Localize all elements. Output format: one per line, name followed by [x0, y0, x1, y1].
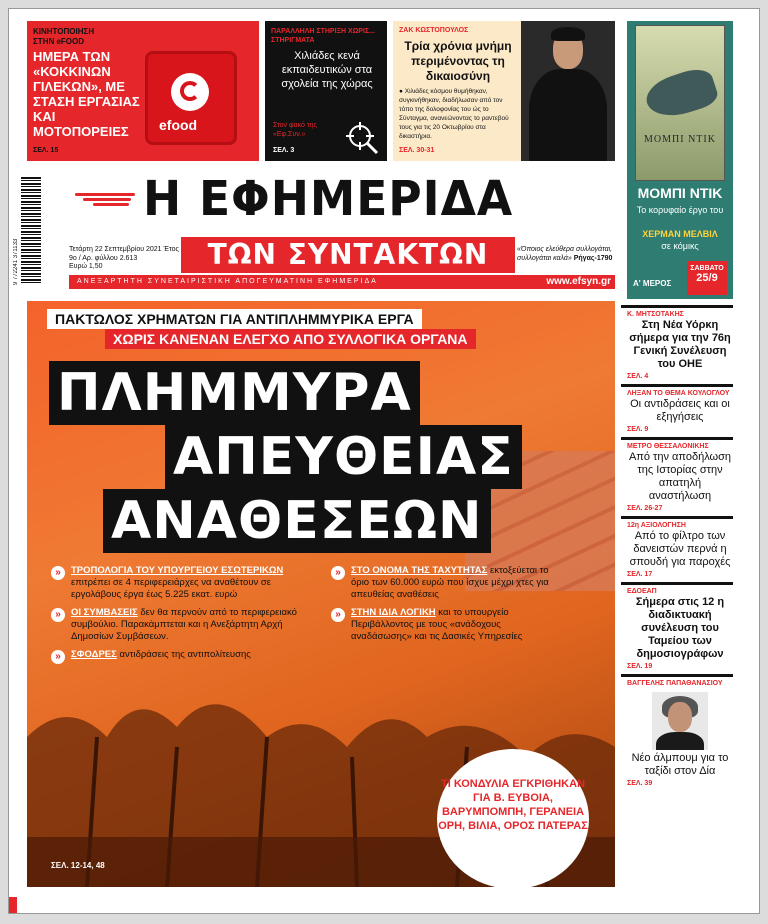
masthead-subtitle: ΤΩΝ ΣΥΝΤΑΚΤΩΝ — [181, 237, 515, 273]
right-news-headline: Στη Νέα Υόρκη σήμερα για την 76η Γενική Συνέλευση του ΟΗΕ — [629, 319, 731, 370]
right-news-page-ref: ΣΕΛ. 17 — [627, 571, 653, 578]
bullet-arrow-icon: » — [331, 608, 345, 622]
right-news-item[interactable] — [621, 516, 733, 582]
lead-bullet — [331, 607, 561, 643]
bullet-lead: ΣΤΗΝ ΙΔΙΑ ΛΟΓΙΚΗ — [351, 607, 436, 618]
masthead-quote — [517, 245, 613, 263]
quote-text: «Όποιος ελεύθερα συλλογάται, συλλογάται καλά» — [517, 246, 613, 262]
efood-teaser[interactable] — [27, 21, 259, 161]
bullet-lead: ΣΦΟΔΡΕΣ — [71, 649, 117, 660]
right-news-column — [621, 305, 733, 791]
zak-kicker: ΖΑΚ ΚΩΣΤΟΠΟΥΛΟΣ — [399, 27, 469, 34]
right-news-kicker: ΜΕΤΡΟ ΘΕΣΣΑΛΟΝΙΚΗΣ — [627, 443, 709, 450]
right-news-item[interactable] — [621, 384, 733, 437]
lead-story[interactable] — [27, 301, 615, 887]
bullet-arrow-icon: » — [51, 608, 65, 622]
schools-teaser[interactable] — [265, 21, 387, 161]
schools-headline: Χιλιάδες κενά εκπαιδευτικών στα σχολεία της χώρας — [281, 50, 373, 90]
right-news-headline: Οι αντιδράσεις και οι εξηγήσεις — [630, 398, 730, 423]
bullet-text: και το υπουργείο Περιβάλλοντος με τους «ανάδοχους αναδάσωσης» και τις Δασικές Υπηρεσίες — [351, 607, 523, 642]
zak-body: ● Χιλιάδες κόσμου θυμήθηκαν, συγκινήθηκαν, διαδήλωσαν από τον τόπο της δολοφονίας του ώς το Σύνταγμα, ανανεώνοντας το ραντεβού τους για τις 20 Οκτωβρίου στα δικαστήρια. — [399, 88, 509, 140]
efood-logo-text: efood — [159, 117, 198, 133]
crosshair-icon — [345, 121, 379, 155]
right-news-page-ref: ΣΕΛ. 39 — [627, 780, 653, 787]
right-news-page-ref: ΣΕΛ. 4 — [627, 373, 649, 380]
lead-bullet — [51, 607, 323, 643]
issue-date: Τετάρτη 22 Σεπτεμβρίου 2021 Έτος 9ο / Αρ. φύλλου 2.613 — [69, 246, 179, 262]
masthead-tagline: ΑΝΕΞΑΡΤΗΤΗ ΣΥΝΕΤΑΙΡΙΣΤΙΚΗ ΑΠΟΓΕΥΜΑΤΙΝΗ ΕΦΗΜΕΡΙΔΑ — [77, 278, 378, 285]
comic-part: Α' ΜΕΡΟΣ — [633, 279, 672, 288]
lead-kicker-secondary: ΧΩΡΙΣ ΚΑΝΕΝΑΝ ΕΛΕΓΧΟ ΑΠΟ ΣΥΛΛΟΓΙΚΑ ΟΡΓΑΝΑ — [105, 329, 476, 349]
schools-kicker: ΠΑΡΑΛΛΗΛΗ ΣΤΗΡΙΞΗ ΧΩΡΙΣ... ΣΤΗΡΙΓΜΑΤΑ — [271, 28, 375, 44]
comic-day: ΣΑΒΒΑΤΟ — [690, 265, 724, 272]
right-news-kicker: Κ. ΜΗΤΣΟΤΑΚΗΣ — [627, 311, 684, 318]
lead-page-ref: ΣΕΛ. 12-14, 48 — [51, 861, 105, 870]
schools-page-ref: ΣΕΛ. 3 — [273, 147, 295, 154]
zak-page-ref: ΣΕΛ. 30-31 — [399, 147, 435, 154]
right-news-headline: Σήμερα στις 12 η διαδικτυακή συνέλευση του Ταμείου των δημοσιογράφων — [635, 596, 725, 660]
right-news-headline: Από την αποδήλωση της Ιστορίας στην απατηλή αναστήλωση — [628, 451, 732, 502]
schools-file-ref: Στον φακό της «Εφ.Συν.» — [273, 122, 317, 138]
front-page — [8, 8, 760, 914]
zak-teaser[interactable] — [393, 21, 615, 161]
efood-headline: ΗΜΕΡΑ ΤΩΝ «ΚΟΚΚΙΝΩΝ ΓΙΛΕΚΩΝ», ΜΕ ΣΤΑΣΗ ΕΡΓΑΣΙΑΣ ΚΑΙ ΜΟΤΟΠΟΡΕΙΕΣ — [33, 49, 140, 139]
papathanasiou-portrait — [652, 692, 708, 750]
bullet-text: εκτοξεύεται το όριο των 60.000 ευρώ που ίσχυε μέχρι χτες για απευθείας αναθέσεις — [351, 565, 549, 600]
comic-title: ΜΟΜΠΙ ΝΤΙΚ — [637, 185, 723, 201]
issue-price: Ευρώ 1,50 — [69, 263, 103, 270]
zak-portrait — [521, 21, 615, 161]
efood-logo-icon — [171, 73, 209, 111]
lead-headline-line1: ΠΛΗΜΜΥΡΑ — [49, 361, 420, 425]
lead-headline-line3: ΑΝΑΘΕΣΕΩΝ — [103, 489, 491, 553]
right-news-headline: Από το φίλτρο των δανειστών περνά η σπουδή για παροχές — [629, 530, 731, 568]
masthead-title[interactable]: Η ΕΦΗΜΕΡΙΔΑ — [143, 171, 514, 227]
lead-bullets-right — [331, 565, 561, 649]
lead-bullets-left — [51, 565, 323, 667]
lead-bullet — [51, 565, 323, 601]
comic-subtitle: Το κορυφαίο έργο του — [636, 205, 724, 215]
right-news-kicker: 12η ΑΞΙΟΛΟΓΗΣΗ — [627, 522, 686, 529]
comic-format: σε κόμικς — [661, 241, 699, 251]
comic-cover-title: ΜΟΜΠΙ ΝΤΙΚ — [644, 134, 716, 145]
bullet-arrow-icon: » — [331, 566, 345, 580]
right-news-kicker: ΕΔΟΕΑΠ — [627, 588, 657, 595]
quote-author: Ρήγας-1790 — [573, 255, 613, 262]
bullet-arrow-icon: » — [51, 650, 65, 664]
right-news-item[interactable] — [621, 305, 733, 384]
bullet-text: επιτρέπει σε 4 περιφερειάρχες να αναθέτουν σε εργολάβους έργα έως 5.225 εκατ. ευρώ — [71, 577, 271, 600]
efood-page-ref: ΣΕΛ. 15 — [33, 147, 59, 154]
efood-delivery-box — [145, 51, 237, 145]
right-news-page-ref: ΣΕΛ. 9 — [627, 426, 649, 433]
lead-bullet — [331, 565, 561, 601]
barcode — [21, 177, 41, 285]
lead-kicker-primary: ΠΑΚΤΩΛΟΣ ΧΡΗΜΑΤΩΝ ΓΙΑ ΑΝΤΙΠΛΗΜΜΥΡΙΚΑ ΕΡΓΑ — [47, 309, 422, 329]
comic-date-badge — [687, 261, 727, 295]
right-news-item[interactable] — [621, 437, 733, 516]
comic-author: ΧΕΡΜΑΝ ΜΕΛΒΙΛ — [642, 229, 718, 239]
right-news-page-ref: ΣΕΛ. 26-27 — [627, 505, 663, 512]
right-news-item[interactable] — [621, 674, 733, 791]
right-news-kicker: ΛΗΞΑΝ ΤΟ ΘΕΜΑ ΚΟΥΛΟΓΛΟΥ — [627, 390, 730, 397]
speed-lines-icon — [75, 193, 139, 213]
zak-headline: Τρία χρόνια μνήμη περιμένοντας τη δικαιοσύνη — [404, 39, 512, 83]
website-link[interactable]: www.efsyn.gr — [546, 276, 611, 287]
corner-accent — [9, 897, 17, 913]
barcode-number: 9 772241 371133 — [13, 238, 19, 285]
right-news-item[interactable] — [621, 582, 733, 674]
bullet-text: δεν θα περνούν από το περιφερειακό συμβούλιο. Παρακάμπτεται και η Ανεξάρτητη Αρχή Δημοσίων Συμβάσεων. — [71, 607, 297, 642]
bullet-lead: ΣΤΟ ΟΝΟΜΑ ΤΗΣ ΤΑΧΥΤΗΤΑΣ — [351, 565, 488, 576]
bullet-text: αντιδράσεις της αντιπολίτευσης — [116, 649, 251, 660]
comic-date: 25/9 — [696, 272, 718, 284]
comic-cover-image — [635, 25, 725, 181]
right-news-kicker: ΒΑΓΓΕΛΗΣ ΠΑΠΑΘΑΝΑΣΙΟΥ — [627, 680, 723, 687]
funds-callout[interactable]: ΤΙ ΚΟΝΔΥΛΙΑ ΕΓΚΡΙΘΗΚΑΝ ΓΙΑ Β. ΕΥΒΟΙΑ, ΒΑΡΥΜΠΟΜΠΗ, ΓΕΡΑΝΕΙΑ ΟΡΗ, ΒΙΛΙΑ, ΟΡΟΣ ΠΑΤΕΡΑΣ — [437, 749, 589, 887]
bullet-lead: ΟΙ ΣΥΜΒΑΣΕΙΣ — [71, 607, 138, 618]
right-news-page-ref: ΣΕΛ. 19 — [627, 663, 653, 670]
masthead-strip — [69, 275, 615, 289]
efood-kicker: ΚΙΝΗΤΟΠΟΙΗΣΗ ΣΤΗΝ eFOOD — [33, 27, 95, 46]
lead-bullet — [51, 649, 323, 661]
right-news-headline: Νέο άλμπουμ για το ταξίδι στον Δία — [631, 752, 729, 777]
bullet-lead: ΤΡΟΠΟΛΟΓΙΑ ΤΟΥ ΥΠΟΥΡΓΕΙΟΥ ΕΣΩΤΕΡΙΚΩΝ — [71, 565, 284, 576]
lead-headline-line2: ΑΠΕΥΘΕΙΑΣ — [165, 425, 522, 489]
comic-promo[interactable] — [627, 21, 733, 299]
bullet-arrow-icon: » — [51, 566, 65, 580]
